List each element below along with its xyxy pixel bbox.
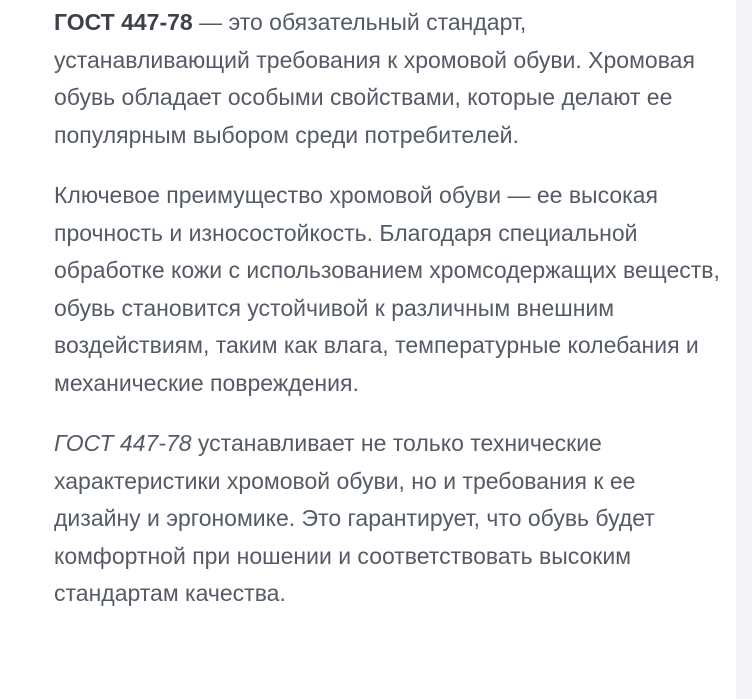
paragraph-1 bbox=[54, 4, 726, 154]
standard-name-italic: ГОСТ 447-78 bbox=[54, 430, 192, 456]
paragraph-3 bbox=[54, 425, 726, 613]
paragraph-2-text: Ключевое преимущество хромовой обуви — ее высокая прочность и износостойкость. Благодаря специальной обработке кожи с использованием хромсодержащих веществ, обувь становится устойчивой к различным внешним воздействиям, таким как влага, температурные колебания и механические повреждения. bbox=[54, 182, 720, 396]
paragraph-3-text: устанавливает не только технические характеристики хромовой обуви, но и требования к ее дизайну и эргономике. Это гарантирует, что обувь будет комфортной при ношении и соответствовать высоким стандартам качества. bbox=[54, 430, 655, 606]
paragraph-1-text: — это обязательный стандарт, устанавливающий требования к хромовой обуви. Хромовая обувь обладает особыми свойствами, которые делают ее популярным выбором среди потребителей. bbox=[54, 9, 695, 148]
paragraph-2 bbox=[54, 177, 726, 402]
article-body bbox=[54, 4, 726, 613]
standard-name-bold: ГОСТ 447-78 bbox=[54, 9, 193, 35]
